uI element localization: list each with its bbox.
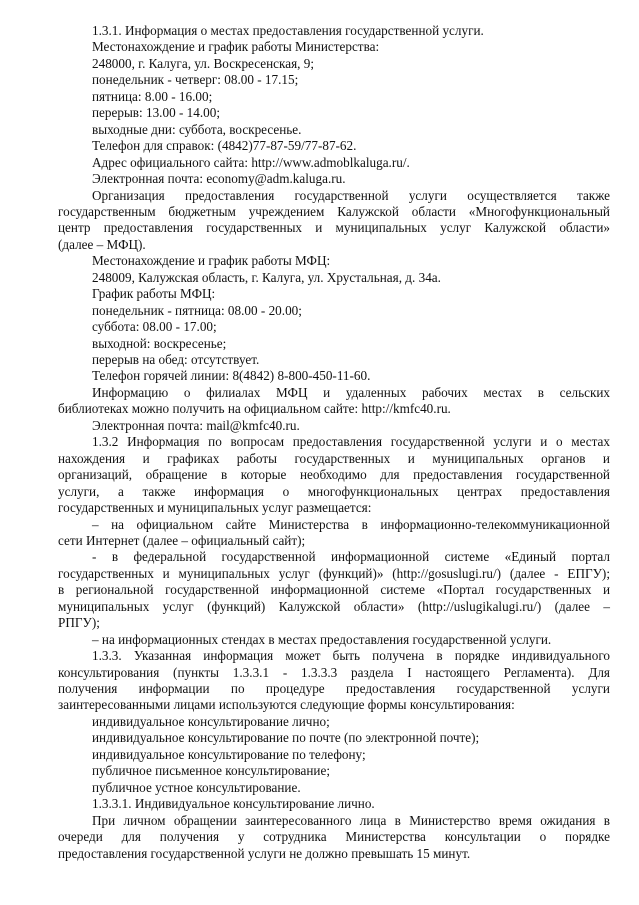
document-line: Местонахождение и график работы МФЦ:: [92, 253, 331, 269]
document-line: консультирования (пункты 1.3.3.1 - 1.3.3.3 раздела I настоящего Регламента). Для: [58, 664, 610, 680]
document-line: получения информации по процедуре предоставления государственной услуги: [58, 681, 610, 696]
document-line: публичное устное консультирование.: [92, 779, 301, 795]
document-line: понедельник - четверг: 08.00 - 17.15;: [92, 72, 299, 88]
document-line: организаций, обращение в которые необходимо для предоставления государственной: [58, 467, 610, 483]
document-line: Электронная почта: economy@adm.kaluga.ru.: [92, 171, 346, 187]
document-line: пятница: 8.00 - 16.00;: [92, 88, 213, 104]
document-line: понедельник - пятница: 08.00 - 20.00;: [92, 302, 302, 318]
document-line: заинтересованными лицами используются следующие формы консультирования:: [58, 697, 515, 713]
document-line: 248000, г. Калуга, ул. Воскресенская, 9;: [92, 55, 314, 71]
document-line: перерыв: 13.00 - 14.00;: [92, 105, 220, 121]
document-line: Организация предоставления государственной услуги осуществляется также: [92, 187, 610, 203]
document-line: суббота: 08.00 - 17.00;: [92, 319, 217, 335]
document-line: предоставления государственной услуги не должно превышать 15 минут.: [58, 845, 471, 861]
document-line: индивидуальное консультирование по телефону;: [92, 746, 366, 762]
document-line: индивидуальное консультирование лично;: [92, 713, 330, 729]
document-line: сети Интернет (далее – официальный сайт);: [58, 532, 306, 548]
document-line: государственным бюджетным учреждением Калужской области «Многофункциональный: [58, 203, 610, 219]
document-line: – на информационных стендах в местах предоставления государственной услуги.: [92, 631, 552, 647]
document-line: перерыв на обед: отсутствует.: [92, 352, 260, 367]
document-line: очереди для получения у сотрудника Министерства консультации о порядке: [58, 829, 610, 845]
document-line: публичное письменное консультирование;: [92, 763, 331, 779]
document-line: нахождения и графиках работы государственных и муниципальных органов и: [58, 450, 610, 466]
document-line: График работы МФЦ:: [92, 286, 216, 302]
document-line: (далее – МФЦ).: [58, 236, 146, 252]
document-line: Телефон горячей линии: 8(4842) 8-800-450-11-60.: [92, 368, 371, 384]
document-line: - в федеральной государственной информационной системе «Единый портал: [92, 549, 610, 565]
document-line: центр предоставления государственных и муниципальных услуг Калужской области»: [58, 220, 610, 236]
document-line: 1.3.3.1. Индивидуальное консультирование лично.: [92, 796, 375, 812]
document-line: Телефон для справок: (4842)77-87-59/77-87-62.: [92, 138, 357, 154]
document-line: выходные дни: суббота, воскресенье.: [92, 121, 302, 137]
document-line: 1.3.3. Указанная информация может быть получена в порядке индивидуального: [92, 648, 610, 664]
document-line: выходной: воскресенье;: [92, 335, 227, 351]
document-line: государственных и муниципальных услуг размещается:: [58, 500, 372, 516]
document-line: в региональной государственной информационной системе «Портал государственных и: [58, 582, 610, 598]
document-line: Электронная почта: mail@kmfc40.ru.: [92, 417, 300, 433]
document-line[interactable]: муниципальных услуг (функций) Калужской области» (http://uslugikalugi.ru/) (далее –: [58, 598, 610, 614]
document-line: индивидуальное консультирование по почте (по электронной почте);: [92, 730, 480, 746]
document-line: 1.3.1. Информация о местах предоставления государственной услуги.: [92, 23, 484, 38]
document-line[interactable]: Адрес официального сайта: http://www.admoblkaluga.ru/.: [92, 154, 410, 170]
document-line[interactable]: государственных и муниципальных услуг (функций)» (http://gosuslugi.ru/) (далее - ЕПГУ);: [58, 565, 610, 581]
document-line: 1.3.2 Информация по вопросам предоставления государственной услуги и о местах: [92, 434, 610, 450]
document-line[interactable]: библиотеках можно получить на официальном сайте: http://kmfc40.ru.: [58, 401, 451, 417]
document-line: РПГУ);: [58, 615, 100, 631]
document-line: 248009, Калужская область, г. Калуга, ул. Хрустальная, д. 34а.: [92, 269, 441, 285]
document-line: При личном обращении заинтересованного лица в Министерство время ожидания в: [92, 812, 610, 828]
document-line: услуги, а также информация о многофункциональных центрах предоставления: [58, 483, 610, 499]
document-line: Местонахождение и график работы Министерства:: [92, 39, 380, 55]
document-line: Информацию о филиалах МФЦ и удаленных рабочих местах в сельских: [92, 384, 610, 400]
document-line: – на официальном сайте Министерства в информационно-телекоммуникационной: [92, 516, 610, 532]
